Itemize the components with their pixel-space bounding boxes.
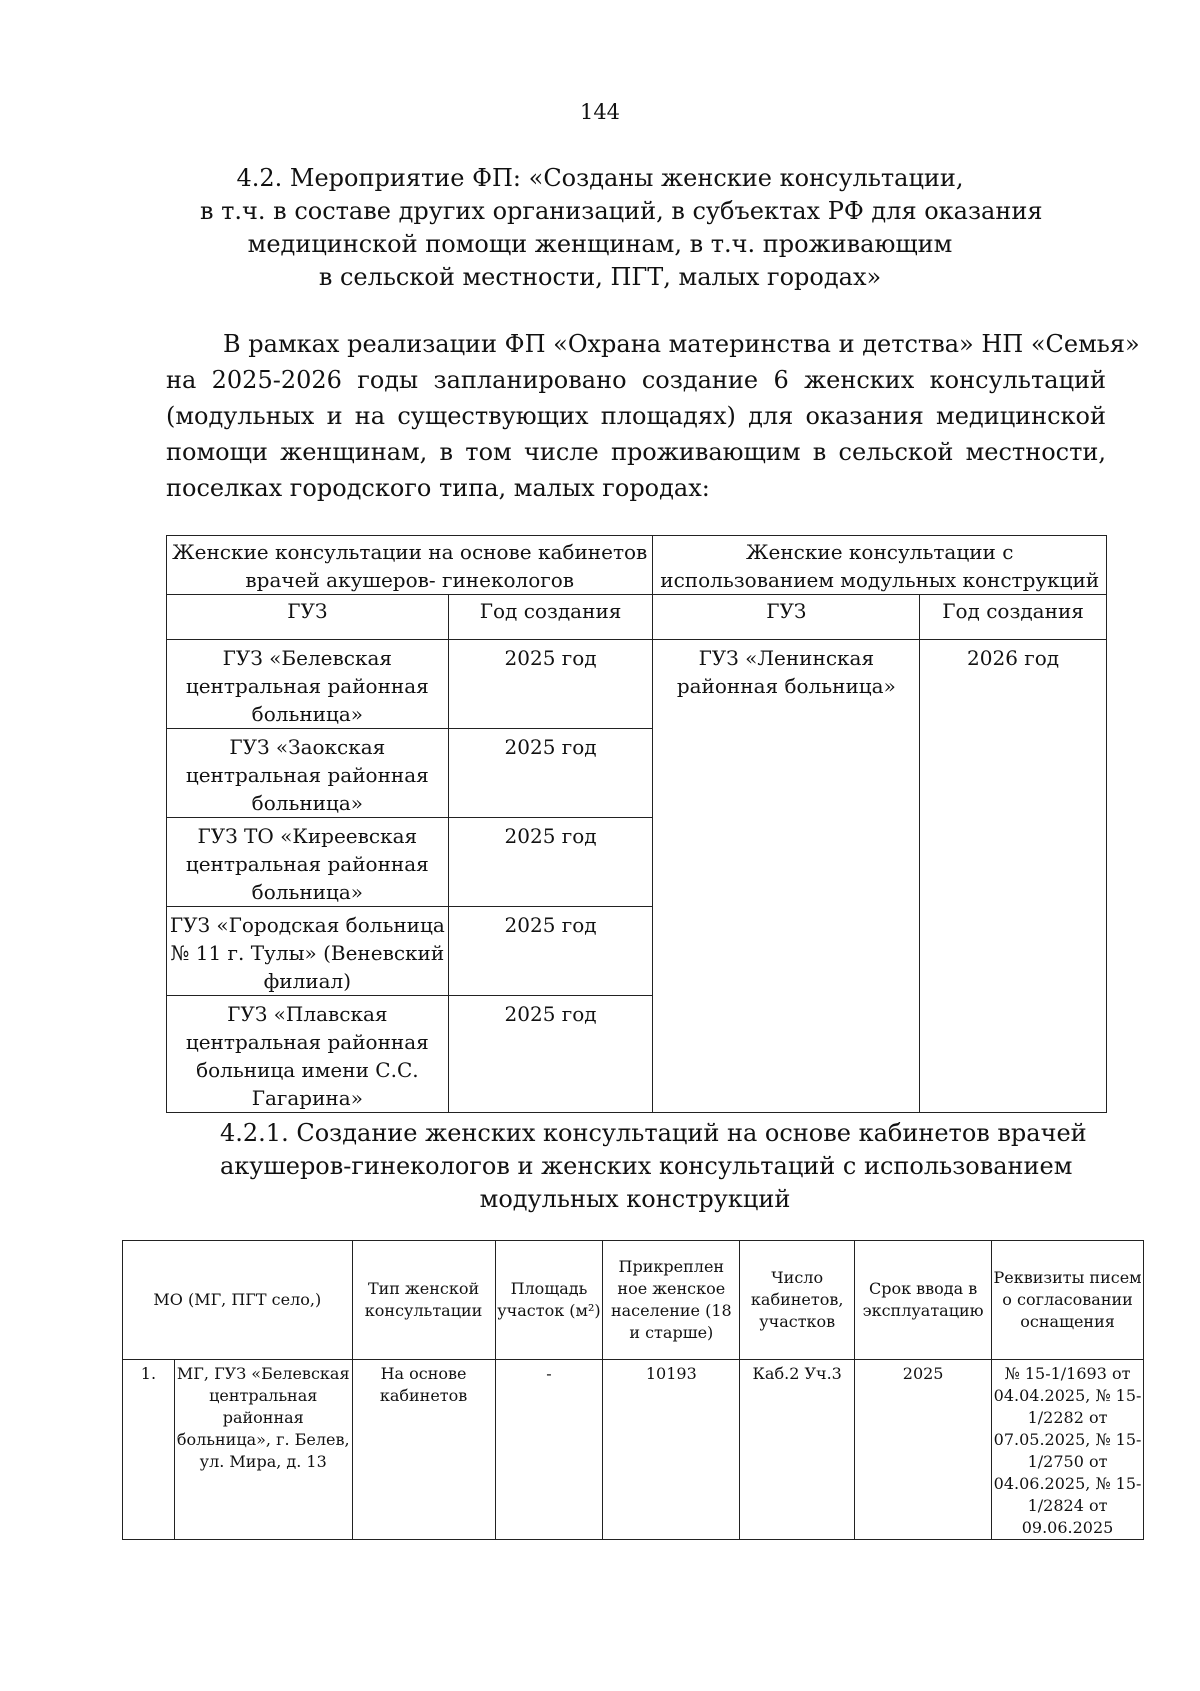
mo-cell: МГ, ГУЗ «Белевская центральная районная больница», г. Белев, ул. Мира, д. 13 xyxy=(174,1360,352,1540)
column-header-area: Площадь участок (м²) xyxy=(495,1241,603,1360)
creation-year: 2026 год xyxy=(920,640,1107,1113)
row-number: 1. xyxy=(123,1360,175,1540)
hospital-name: ГУЗ «Плавская центральная районная больница имени С.С. Гагарина» xyxy=(167,996,449,1113)
subheading-line: акушеров-гинекологов и женских консультаций с использованием xyxy=(220,1152,1073,1180)
column-header-guz: ГУЗ xyxy=(167,595,449,640)
table-row xyxy=(167,640,1107,729)
group-header-cabinets: Женские консультации на основе кабинетов врачей акушеров- гинекологов xyxy=(167,536,653,595)
column-header-mo: МО (МГ, ПГТ село,) xyxy=(123,1241,353,1360)
column-header-cabinets: Число кабинетов, участков xyxy=(740,1241,855,1360)
section-heading xyxy=(200,162,1043,294)
column-header-year: Год создания xyxy=(448,595,653,640)
column-header-guz: ГУЗ xyxy=(653,595,920,640)
intro-line: на 2025-2026 годы запланировано создание 6 женских консультаций xyxy=(166,366,1106,394)
subheading-line: 4.2.1. Создание женских консультаций на основе кабинетов врачей xyxy=(220,1119,1087,1147)
heading-line: 4.2. Мероприятие ФП: «Созданы женские консультации, xyxy=(236,164,964,192)
hospital-name: ГУЗ «Ленинская районная больница» xyxy=(653,640,920,1113)
column-header-population: Прикреплен ное женское население (18 и старше) xyxy=(603,1241,740,1360)
intro-line: поселках городского типа, малых городах: xyxy=(166,474,710,502)
creation-year: 2025 год xyxy=(448,996,653,1113)
creation-year: 2025 год xyxy=(448,818,653,907)
heading-line: медицинской помощи женщинам, в т.ч. проживающим xyxy=(247,230,953,258)
area-cell: - xyxy=(495,1360,603,1540)
column-header-deadline: Срок ввода в эксплуатацию xyxy=(855,1241,992,1360)
heading-line: в т.ч. в составе других организаций, в субъектах РФ для оказания xyxy=(200,197,1043,225)
intro-paragraph xyxy=(166,326,1140,506)
population-cell: 10193 xyxy=(603,1360,740,1540)
implementation-table xyxy=(122,1240,1144,1540)
deadline-cell: 2025 xyxy=(855,1360,992,1540)
subheading-line: модульных конструкций xyxy=(479,1185,791,1213)
hospital-name: ГУЗ «Городская больница № 11 г. Тулы» (Веневский филиал) xyxy=(167,907,449,996)
creation-year: 2025 год xyxy=(448,640,653,729)
cabinets-cell: Каб.2 Уч.3 xyxy=(740,1360,855,1540)
table-row xyxy=(123,1360,1144,1540)
column-header-letters: Реквизиты писем о согласовании оснащения xyxy=(992,1241,1144,1360)
subsection-heading xyxy=(220,1117,1087,1216)
consultations-table xyxy=(166,535,1107,1113)
type-cell: На основе кабинетов xyxy=(352,1360,495,1540)
letters-cell: № 15-1/1693 от 04.04.2025, № 15-1/2282 от 07.05.2025, № 15-1/2750 от 04.06.2025, № 15-1/2824 от 09.06.2025 xyxy=(992,1360,1144,1540)
hospital-name: ГУЗ «Белевская центральная районная больница» xyxy=(167,640,449,729)
intro-line: помощи женщинам, в том числе проживающим в сельской местности, xyxy=(166,438,1106,466)
creation-year: 2025 год xyxy=(448,729,653,818)
intro-line: (модульных и на существующих площадях) для оказания медицинской xyxy=(166,402,1106,430)
intro-line: В рамках реализации ФП «Охрана материнства и детства» НП «Семья» xyxy=(223,330,1140,358)
column-header-type: Тип женской консультации xyxy=(352,1241,495,1360)
hospital-name: ГУЗ ТО «Киреевская центральная районная больница» xyxy=(167,818,449,907)
hospital-name: ГУЗ «Заокская центральная районная больница» xyxy=(167,729,449,818)
column-header-year: Год создания xyxy=(920,595,1107,640)
group-header-modular: Женские консультации с использованием модульных конструкций xyxy=(653,536,1107,595)
creation-year: 2025 год xyxy=(448,907,653,996)
heading-line: в сельской местности, ПГТ, малых городах» xyxy=(318,263,882,291)
page-number: 144 xyxy=(579,100,621,124)
